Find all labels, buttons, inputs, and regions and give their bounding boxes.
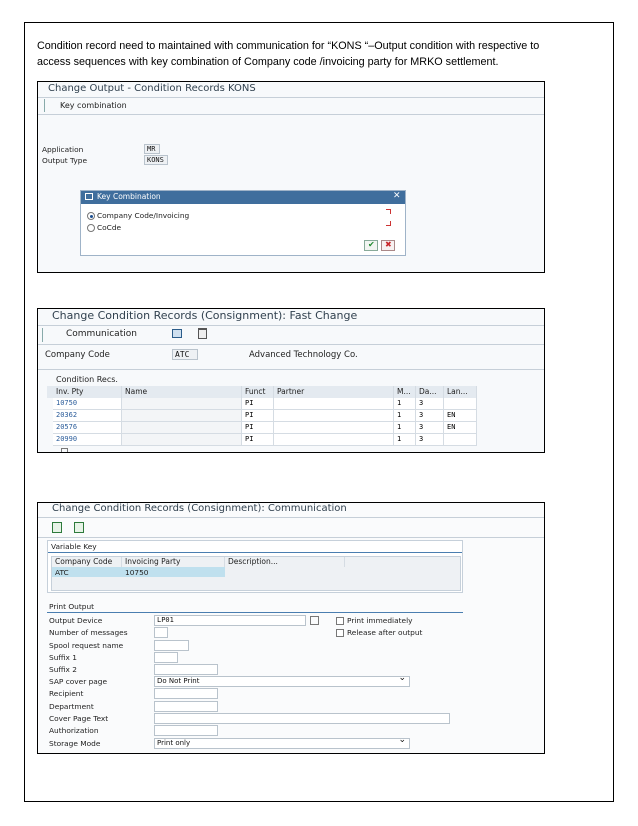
output-device-label: Output Device bbox=[49, 616, 103, 625]
dialog-icon bbox=[85, 193, 93, 200]
toolbar-divider bbox=[44, 99, 45, 112]
funct-cell[interactable]: PI bbox=[242, 410, 274, 422]
print-output-label: Print Output bbox=[49, 602, 95, 611]
option-company-code-invoicing-label: Company Code/Invoicing bbox=[97, 211, 190, 220]
name-cell bbox=[122, 422, 242, 434]
condition-table bbox=[47, 386, 477, 453]
company-code-field[interactable]: ATC bbox=[172, 349, 198, 360]
dialog-title: Key Combination bbox=[97, 192, 161, 201]
lan-cell[interactable]: EN bbox=[444, 410, 477, 422]
inv-pty-cell[interactable]: 10750 bbox=[53, 398, 122, 410]
vk-company-code: ATC bbox=[55, 568, 69, 577]
intro-line-1: Condition record need to maintained with communication for “KONS “–Output condition with respective to bbox=[37, 40, 540, 52]
title-divider bbox=[38, 97, 545, 98]
table-row[interactable] bbox=[47, 422, 477, 434]
table-header bbox=[47, 386, 477, 398]
option-company-code-invoicing-radio[interactable] bbox=[87, 212, 95, 220]
variable-key-label: Variable Key bbox=[51, 542, 97, 551]
suffix-2-field[interactable] bbox=[154, 664, 218, 675]
key-combination-dialog bbox=[80, 190, 406, 256]
da-cell[interactable]: 3 bbox=[416, 434, 444, 446]
m-cell[interactable]: 1 bbox=[394, 410, 416, 422]
storage-mode-value: Print only bbox=[157, 739, 191, 747]
chevron-down-icon: ⌄ bbox=[398, 673, 406, 683]
option-cocde-radio[interactable] bbox=[87, 224, 95, 232]
intro-line-2: access sequences with key combination of Company code /invoicing party for MRKO settlement. bbox=[37, 56, 499, 68]
funct-cell[interactable]: PI bbox=[242, 398, 274, 410]
screenshot-key-combination bbox=[37, 81, 545, 273]
output-type-label: Output Type bbox=[42, 156, 87, 165]
storage-mode-label: Storage Mode bbox=[49, 739, 101, 748]
cancel-icon: ✖ bbox=[385, 240, 392, 249]
recipient-field[interactable] bbox=[154, 688, 218, 699]
chevron-down-icon: ⌄ bbox=[398, 735, 406, 745]
ok-button[interactable] bbox=[364, 240, 378, 251]
output-type-field[interactable]: KONS bbox=[144, 155, 168, 165]
m-cell[interactable]: 1 bbox=[394, 434, 416, 446]
col-company-code[interactable]: Company Code bbox=[52, 557, 122, 567]
application-field[interactable]: MR bbox=[144, 144, 160, 154]
delete-icon[interactable] bbox=[198, 328, 207, 339]
funct-cell[interactable]: PI bbox=[242, 422, 274, 434]
cover-page-text-field[interactable] bbox=[154, 713, 450, 724]
back-icon[interactable] bbox=[52, 522, 62, 533]
partner-cell[interactable] bbox=[274, 434, 394, 446]
corner-mark-bottom bbox=[386, 221, 391, 226]
corner-mark-top bbox=[386, 209, 391, 214]
print-immediately-label: Print immediately bbox=[347, 616, 413, 625]
col-m[interactable]: M... bbox=[394, 386, 416, 398]
suffix-1-field[interactable] bbox=[154, 652, 178, 663]
partner-cell[interactable] bbox=[274, 422, 394, 434]
lan-cell[interactable] bbox=[444, 398, 477, 410]
col-da[interactable]: Da... bbox=[416, 386, 444, 398]
section-divider bbox=[38, 369, 545, 370]
col-funct[interactable]: Funct bbox=[242, 386, 274, 398]
variable-key-underline bbox=[48, 552, 462, 553]
variable-key-table bbox=[51, 556, 461, 591]
title-divider bbox=[38, 517, 545, 518]
lan-cell[interactable] bbox=[444, 434, 477, 446]
department-label: Department bbox=[49, 702, 94, 711]
toolbar-bottom bbox=[38, 344, 545, 345]
da-cell[interactable]: 3 bbox=[416, 410, 444, 422]
condition-recs-label: Condition Recs. bbox=[56, 375, 118, 384]
vk-row[interactable] bbox=[52, 567, 225, 577]
print-output-underline bbox=[47, 612, 463, 613]
sap-cover-page-select[interactable] bbox=[154, 673, 410, 687]
col-description[interactable]: Description... bbox=[225, 557, 345, 567]
m-cell[interactable]: 1 bbox=[394, 422, 416, 434]
sap-cover-page-label: SAP cover page bbox=[49, 677, 108, 686]
screen-title: Change Output - Condition Records KONS bbox=[48, 83, 256, 94]
da-cell[interactable]: 3 bbox=[416, 422, 444, 434]
screen-title: Change Condition Records (Consignment): Fast Change bbox=[52, 309, 358, 322]
col-lan[interactable]: Lan... bbox=[444, 386, 477, 398]
title-divider bbox=[38, 325, 545, 326]
toolbar-bottom bbox=[38, 114, 545, 115]
name-cell bbox=[122, 398, 242, 410]
storage-mode-select[interactable] bbox=[154, 735, 410, 749]
funct-cell[interactable]: PI bbox=[242, 434, 274, 446]
vk-invoicing-party: 10750 bbox=[125, 568, 149, 577]
col-invoicing-party[interactable]: Invoicing Party bbox=[122, 557, 225, 567]
close-icon[interactable]: ✕ bbox=[393, 191, 401, 201]
select-icon[interactable] bbox=[172, 329, 182, 338]
authorization-label: Authorization bbox=[49, 726, 99, 735]
option-cocde-label: CoCde bbox=[97, 223, 122, 232]
print-immediately-checkbox[interactable] bbox=[336, 617, 344, 625]
search-help-icon[interactable] bbox=[310, 616, 319, 625]
number-of-messages-field[interactable] bbox=[154, 627, 168, 638]
inv-pty-cell[interactable]: 20362 bbox=[53, 410, 122, 422]
department-field[interactable] bbox=[154, 701, 218, 712]
toolbar-bottom bbox=[38, 537, 545, 538]
col-partner[interactable]: Partner bbox=[274, 386, 394, 398]
key-combination-button[interactable]: Key combination bbox=[60, 101, 127, 110]
sap-cover-page-value: Do Not Print bbox=[157, 677, 200, 685]
screen-title: Change Condition Records (Consignment): Communication bbox=[52, 503, 347, 514]
release-after-output-label: Release after output bbox=[347, 628, 423, 637]
authorization-field[interactable] bbox=[154, 725, 218, 736]
partner-cell[interactable] bbox=[274, 398, 394, 410]
intro-text bbox=[37, 38, 597, 70]
m-cell[interactable]: 1 bbox=[394, 398, 416, 410]
spool-request-name-label: Spool request name bbox=[49, 641, 124, 650]
cancel-button[interactable] bbox=[381, 240, 395, 251]
communication-button[interactable]: Communication bbox=[66, 329, 137, 339]
spool-request-name-field[interactable] bbox=[154, 640, 189, 651]
col-inv-pty[interactable]: Inv. Pty bbox=[53, 386, 122, 398]
lan-cell[interactable]: EN bbox=[444, 422, 477, 434]
da-cell[interactable]: 3 bbox=[416, 398, 444, 410]
name-cell bbox=[122, 434, 242, 446]
suffix-1-label: Suffix 1 bbox=[49, 653, 77, 662]
company-code-label: Company Code bbox=[45, 350, 110, 360]
row-selector[interactable] bbox=[61, 448, 68, 453]
variable-key-group bbox=[47, 540, 463, 593]
table-row[interactable] bbox=[47, 410, 477, 422]
suffix-2-label: Suffix 2 bbox=[49, 665, 77, 674]
check-icon: ✔ bbox=[368, 240, 375, 249]
table-row[interactable] bbox=[47, 398, 477, 410]
cover-page-text-label: Cover Page Text bbox=[49, 714, 109, 723]
partner-cell[interactable] bbox=[274, 410, 394, 422]
table-row[interactable] bbox=[47, 434, 477, 446]
output-device-field[interactable]: LP01 bbox=[154, 615, 306, 626]
release-after-output-checkbox[interactable] bbox=[336, 629, 344, 637]
recipient-label: Recipient bbox=[49, 689, 84, 698]
forward-icon[interactable] bbox=[74, 522, 84, 533]
company-name: Advanced Technology Co. bbox=[249, 350, 358, 360]
screenshot-fast-change bbox=[37, 308, 545, 453]
inv-pty-cell[interactable]: 20576 bbox=[53, 422, 122, 434]
name-cell bbox=[122, 410, 242, 422]
toolbar-divider bbox=[42, 328, 43, 342]
col-name[interactable]: Name bbox=[122, 386, 242, 398]
application-label: Application bbox=[42, 145, 84, 154]
screenshot-communication bbox=[37, 502, 545, 754]
dialog-titlebar bbox=[81, 191, 405, 204]
inv-pty-cell[interactable]: 20990 bbox=[53, 434, 122, 446]
number-of-messages-label: Number of messages bbox=[49, 628, 128, 637]
